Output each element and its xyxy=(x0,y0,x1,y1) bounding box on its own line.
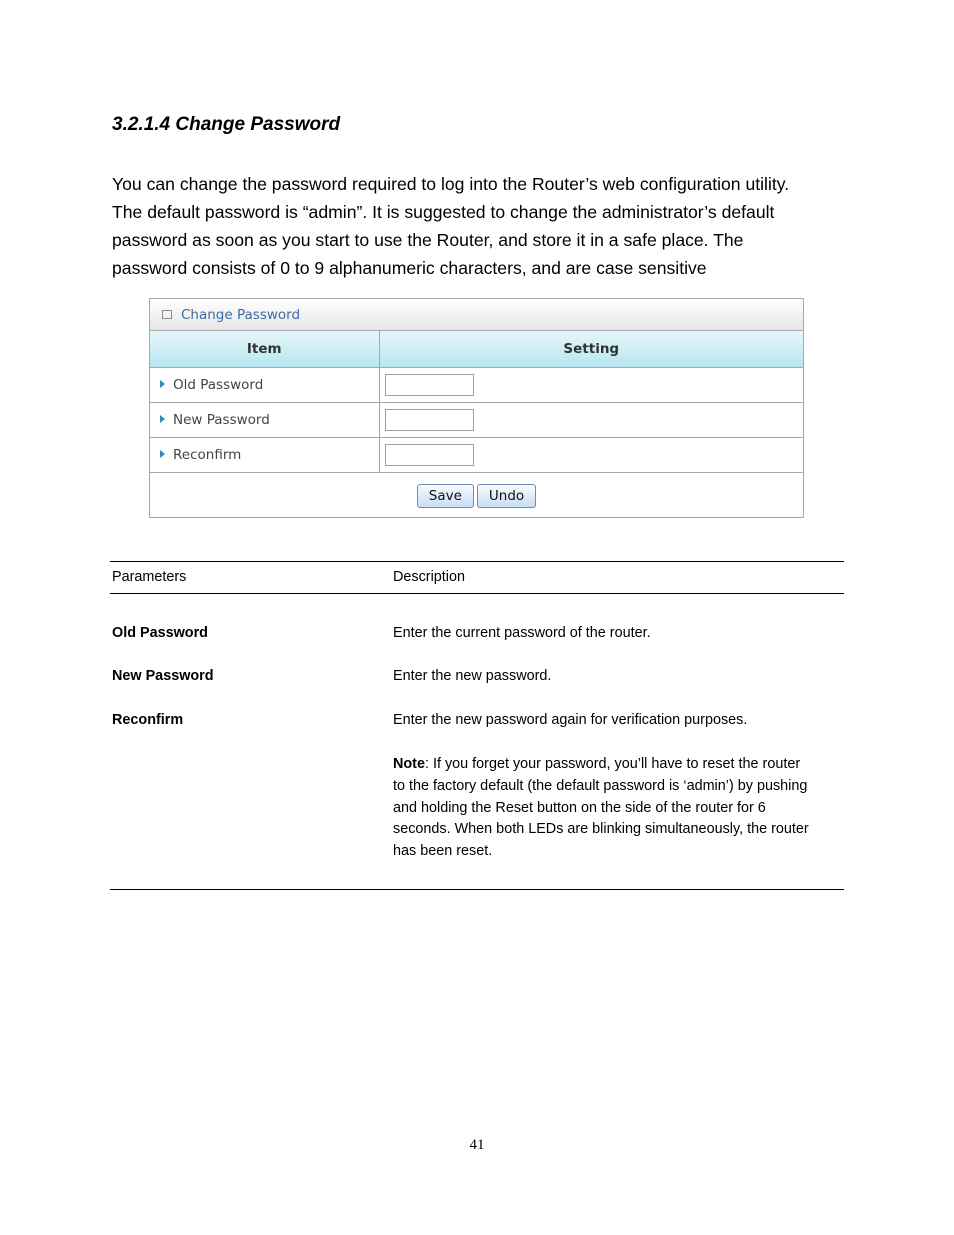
settings-grid xyxy=(150,331,803,473)
param-name: Old Password xyxy=(112,625,208,641)
description-header: Description xyxy=(393,569,465,585)
reconfirm-label-cell xyxy=(150,437,379,472)
note-line: to the factory default (the default password is ‘admin’) by pushing xyxy=(393,777,808,794)
setting-column-header: Setting xyxy=(379,331,803,367)
page-number: 41 xyxy=(469,1137,485,1153)
note-line: has been reset. xyxy=(393,843,493,860)
intro-line: password as soon as you start to use the Router, and store it in a safe place. The xyxy=(112,230,744,250)
arrow-right-icon xyxy=(160,450,165,458)
reconfirm-setting-cell xyxy=(379,437,803,472)
save-button[interactable]: Save xyxy=(417,484,474,508)
intro-line: password consists of 0 to 9 alphanumeric characters, and are case sensitive xyxy=(112,258,707,278)
section-heading: 3.2.1.4 Change Password xyxy=(112,114,341,135)
intro-line: The default password is “admin”. It is suggested to change the administrator’s default xyxy=(112,202,775,222)
new-password-setting-cell xyxy=(379,402,803,437)
intro-line: You can change the password required to log into the Router’s web configuration utility. xyxy=(112,174,790,194)
panel-title-bar xyxy=(150,299,803,331)
button-row xyxy=(150,473,803,519)
arrow-right-icon xyxy=(160,380,165,388)
arrow-right-icon xyxy=(160,415,165,423)
old-password-input[interactable] xyxy=(385,374,474,396)
note-line: and holding the Reset button on the side of the router for 6 xyxy=(393,799,766,816)
note-line xyxy=(393,754,848,776)
parameters-header: Parameters xyxy=(112,569,187,585)
table-bottom-rule xyxy=(110,889,844,890)
new-password-row xyxy=(150,402,803,437)
panel-title: Change Password xyxy=(181,306,301,323)
table-header-rule xyxy=(110,593,844,594)
change-password-panel xyxy=(149,298,804,518)
new-password-input[interactable] xyxy=(385,409,474,431)
old-password-row xyxy=(150,367,803,402)
param-description: Enter the new password again for verification purposes. xyxy=(393,712,748,728)
window-icon xyxy=(162,310,172,319)
old-password-label: Old Password xyxy=(173,376,264,393)
note-block xyxy=(393,754,848,863)
note-label: Note xyxy=(393,756,425,772)
old-password-label-cell xyxy=(150,367,379,402)
table-top-rule xyxy=(110,561,844,562)
new-password-label: New Password xyxy=(173,411,270,428)
param-description: Enter the new password. xyxy=(393,668,552,684)
intro-paragraph xyxy=(112,170,852,282)
old-password-setting-cell xyxy=(379,367,803,402)
item-column-header: Item xyxy=(150,331,379,367)
param-description: Enter the current password of the router. xyxy=(393,625,651,641)
note-line: seconds. When both LEDs are blinking simultaneously, the router xyxy=(393,821,809,838)
reconfirm-row xyxy=(150,437,803,472)
param-name: New Password xyxy=(112,668,214,684)
undo-button[interactable]: Undo xyxy=(477,484,536,508)
new-password-label-cell xyxy=(150,402,379,437)
reconfirm-label: Reconfirm xyxy=(173,446,242,463)
reconfirm-input[interactable] xyxy=(385,444,474,466)
note-text: : If you forget your password, you’ll have to reset the router xyxy=(424,756,801,772)
grid-header-row xyxy=(150,331,803,367)
param-name: Reconfirm xyxy=(112,712,184,728)
